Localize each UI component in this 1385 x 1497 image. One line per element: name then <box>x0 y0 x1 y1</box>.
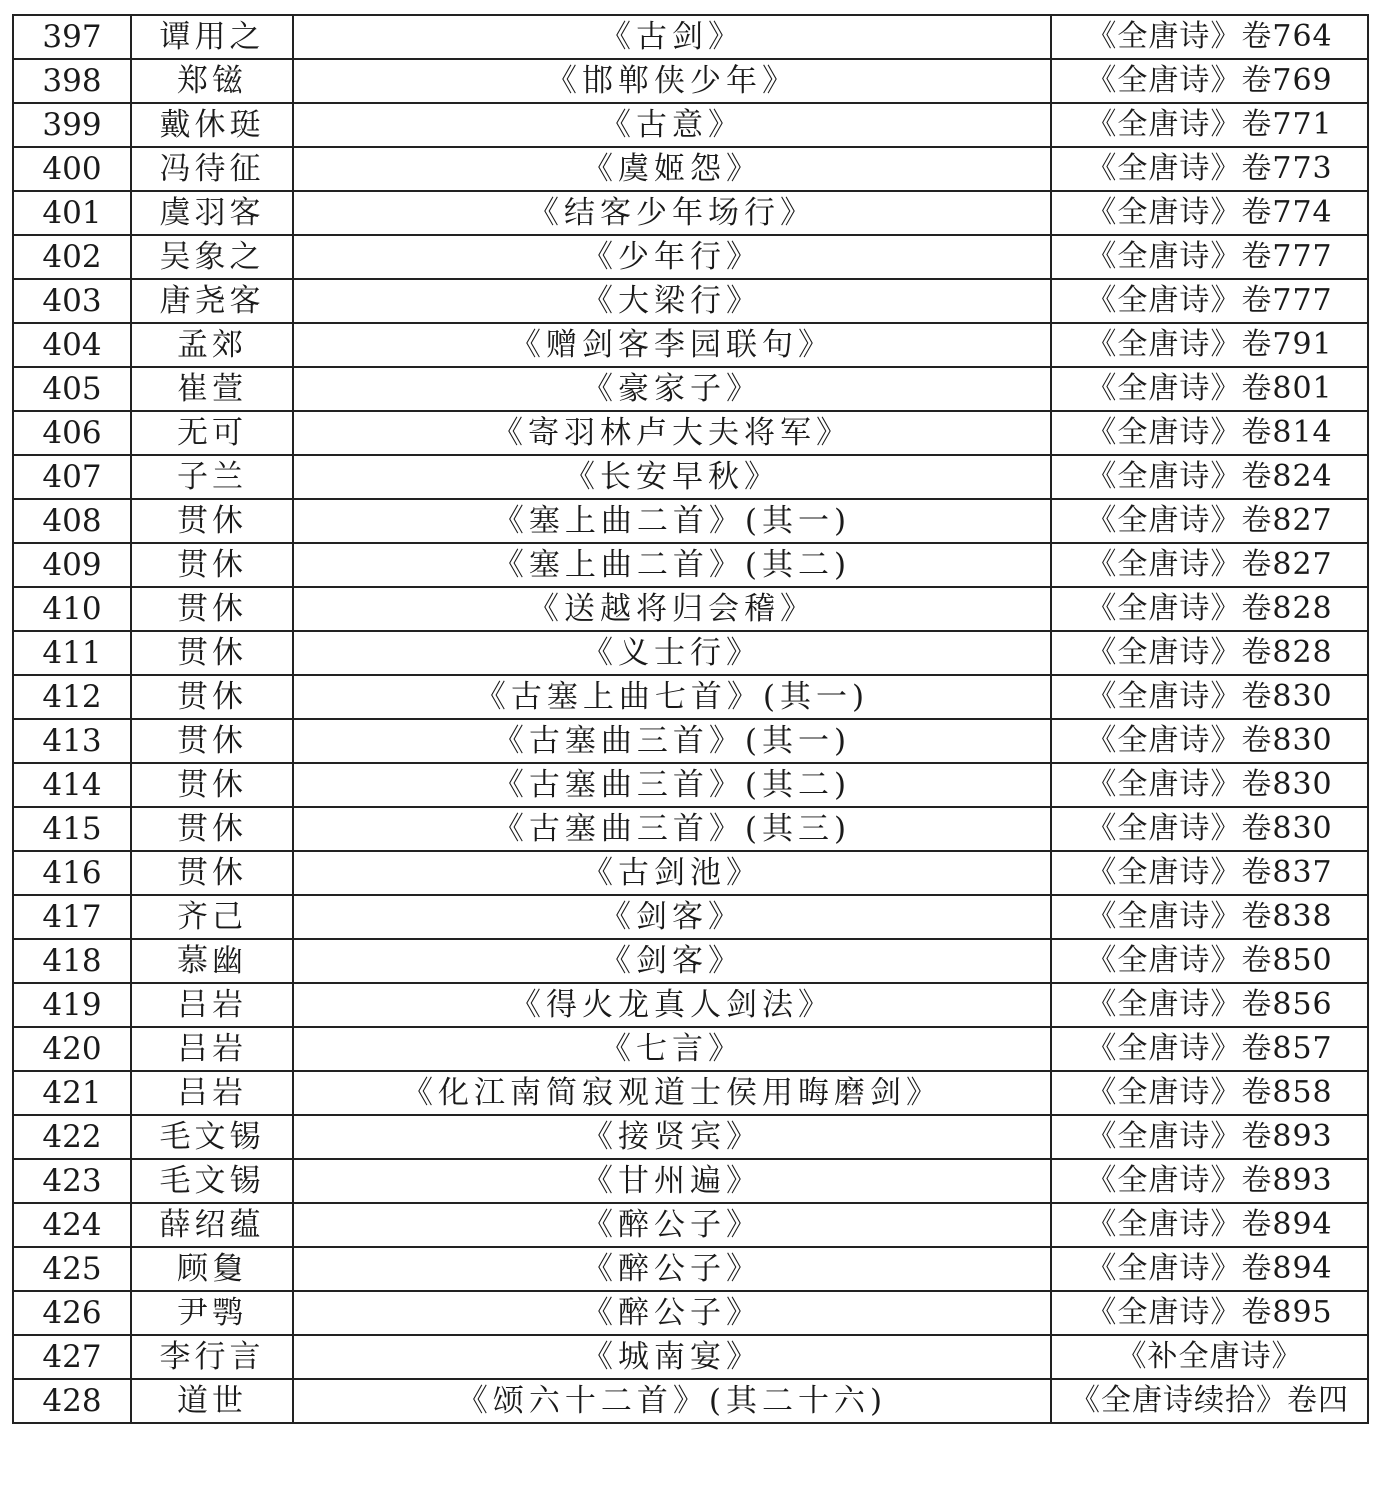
source-cell: 《全唐诗》卷830 <box>1051 675 1368 719</box>
author-cell: 道世 <box>131 1379 293 1423</box>
row-number-cell: 405 <box>13 367 131 411</box>
source-cell: 《全唐诗》卷814 <box>1051 411 1368 455</box>
source-cell: 《全唐诗》卷893 <box>1051 1159 1368 1203</box>
row-number-cell: 422 <box>13 1115 131 1159</box>
row-number-cell: 411 <box>13 631 131 675</box>
row-number-cell: 421 <box>13 1071 131 1115</box>
source-cell: 《全唐诗》卷838 <box>1051 895 1368 939</box>
author-cell: 子兰 <box>131 455 293 499</box>
author-cell: 唐尧客 <box>131 279 293 323</box>
source-cell: 《全唐诗》卷828 <box>1051 587 1368 631</box>
source-cell: 《全唐诗》卷830 <box>1051 807 1368 851</box>
row-number-cell: 428 <box>13 1379 131 1423</box>
source-cell: 《全唐诗》卷858 <box>1051 1071 1368 1115</box>
table-row <box>13 1027 1368 1071</box>
source-cell: 《全唐诗》卷771 <box>1051 103 1368 147</box>
source-cell: 《全唐诗》卷894 <box>1051 1247 1368 1291</box>
table-row <box>13 455 1368 499</box>
poem-title-cell: 《古塞上曲七首》(其一) <box>293 675 1051 719</box>
table-row <box>13 675 1368 719</box>
table-row <box>13 1247 1368 1291</box>
source-cell: 《全唐诗》卷830 <box>1051 719 1368 763</box>
author-cell: 贯休 <box>131 719 293 763</box>
table-row <box>13 587 1368 631</box>
row-number-cell: 413 <box>13 719 131 763</box>
poem-title-cell: 《城南宴》 <box>293 1335 1051 1379</box>
row-number-cell: 415 <box>13 807 131 851</box>
row-number-cell: 427 <box>13 1335 131 1379</box>
table-row <box>13 191 1368 235</box>
row-number-cell: 418 <box>13 939 131 983</box>
table-row <box>13 367 1368 411</box>
author-cell: 贯休 <box>131 851 293 895</box>
poem-title-cell: 《塞上曲二首》(其一) <box>293 499 1051 543</box>
table-row <box>13 1291 1368 1335</box>
author-cell: 吕岩 <box>131 1071 293 1115</box>
row-number-cell: 425 <box>13 1247 131 1291</box>
author-cell: 谭用之 <box>131 15 293 59</box>
row-number-cell: 400 <box>13 147 131 191</box>
poem-title-cell: 《送越将归会稽》 <box>293 587 1051 631</box>
source-cell: 《全唐诗》卷801 <box>1051 367 1368 411</box>
author-cell: 冯待征 <box>131 147 293 191</box>
poem-title-cell: 《剑客》 <box>293 939 1051 983</box>
source-cell: 《全唐诗》卷774 <box>1051 191 1368 235</box>
table-row <box>13 1379 1368 1423</box>
row-number-cell: 410 <box>13 587 131 631</box>
poem-title-cell: 《寄羽林卢大夫将军》 <box>293 411 1051 455</box>
row-number-cell: 409 <box>13 543 131 587</box>
table-row <box>13 631 1368 675</box>
poem-table-container <box>12 14 1367 1424</box>
source-cell: 《全唐诗》卷827 <box>1051 543 1368 587</box>
author-cell: 贯休 <box>131 499 293 543</box>
poem-title-cell: 《得火龙真人剑法》 <box>293 983 1051 1027</box>
poem-title-cell: 《义士行》 <box>293 631 1051 675</box>
table-row <box>13 235 1368 279</box>
source-cell: 《全唐诗》卷777 <box>1051 279 1368 323</box>
poem-title-cell: 《少年行》 <box>293 235 1051 279</box>
author-cell: 吕岩 <box>131 983 293 1027</box>
author-cell: 李行言 <box>131 1335 293 1379</box>
author-cell: 孟郊 <box>131 323 293 367</box>
poem-title-cell: 《古塞曲三首》(其二) <box>293 763 1051 807</box>
source-cell: 《全唐诗》卷764 <box>1051 15 1368 59</box>
table-row <box>13 147 1368 191</box>
poem-title-cell: 《塞上曲二首》(其二) <box>293 543 1051 587</box>
source-cell: 《全唐诗》卷830 <box>1051 763 1368 807</box>
poem-title-cell: 《古意》 <box>293 103 1051 147</box>
poem-title-cell: 《颂六十二首》(其二十六) <box>293 1379 1051 1423</box>
row-number-cell: 416 <box>13 851 131 895</box>
author-cell: 顾敻 <box>131 1247 293 1291</box>
source-cell: 《全唐诗》卷777 <box>1051 235 1368 279</box>
source-cell: 《全唐诗》卷791 <box>1051 323 1368 367</box>
author-cell: 尹鹗 <box>131 1291 293 1335</box>
table-row <box>13 59 1368 103</box>
row-number-cell: 402 <box>13 235 131 279</box>
source-cell: 《全唐诗续拾》卷四 <box>1051 1379 1368 1423</box>
row-number-cell: 407 <box>13 455 131 499</box>
author-cell: 郑镃 <box>131 59 293 103</box>
table-row <box>13 719 1368 763</box>
author-cell: 齐己 <box>131 895 293 939</box>
poem-title-cell: 《邯郸侠少年》 <box>293 59 1051 103</box>
poem-title-cell: 《古剑池》 <box>293 851 1051 895</box>
author-cell: 吴象之 <box>131 235 293 279</box>
author-cell: 薛绍蕴 <box>131 1203 293 1247</box>
row-number-cell: 424 <box>13 1203 131 1247</box>
row-number-cell: 404 <box>13 323 131 367</box>
poem-title-cell: 《大梁行》 <box>293 279 1051 323</box>
author-cell: 贯休 <box>131 763 293 807</box>
poem-title-cell: 《醉公子》 <box>293 1203 1051 1247</box>
table-row <box>13 851 1368 895</box>
row-number-cell: 401 <box>13 191 131 235</box>
author-cell: 贯休 <box>131 631 293 675</box>
table-row <box>13 1071 1368 1115</box>
source-cell: 《全唐诗》卷828 <box>1051 631 1368 675</box>
table-row <box>13 15 1368 59</box>
poem-title-cell: 《醉公子》 <box>293 1247 1051 1291</box>
author-cell: 虞羽客 <box>131 191 293 235</box>
author-cell: 毛文锡 <box>131 1115 293 1159</box>
poem-title-cell: 《结客少年场行》 <box>293 191 1051 235</box>
table-row <box>13 411 1368 455</box>
source-cell: 《全唐诗》卷837 <box>1051 851 1368 895</box>
poem-title-cell: 《古剑》 <box>293 15 1051 59</box>
poem-title-cell: 《接贤宾》 <box>293 1115 1051 1159</box>
poem-title-cell: 《甘州遍》 <box>293 1159 1051 1203</box>
table-row <box>13 543 1368 587</box>
row-number-cell: 397 <box>13 15 131 59</box>
table-row <box>13 807 1368 851</box>
table-row <box>13 763 1368 807</box>
table-row <box>13 1335 1368 1379</box>
row-number-cell: 420 <box>13 1027 131 1071</box>
source-cell: 《全唐诗》卷827 <box>1051 499 1368 543</box>
row-number-cell: 417 <box>13 895 131 939</box>
table-row <box>13 1203 1368 1247</box>
table-row <box>13 279 1368 323</box>
source-cell: 《全唐诗》卷895 <box>1051 1291 1368 1335</box>
source-cell: 《全唐诗》卷894 <box>1051 1203 1368 1247</box>
source-cell: 《全唐诗》卷856 <box>1051 983 1368 1027</box>
author-cell: 无可 <box>131 411 293 455</box>
row-number-cell: 412 <box>13 675 131 719</box>
row-number-cell: 423 <box>13 1159 131 1203</box>
author-cell: 贯休 <box>131 543 293 587</box>
author-cell: 戴休珽 <box>131 103 293 147</box>
table-row <box>13 1115 1368 1159</box>
table-row <box>13 323 1368 367</box>
table-row <box>13 939 1368 983</box>
poem-title-cell: 《古塞曲三首》(其三) <box>293 807 1051 851</box>
poem-title-cell: 《醉公子》 <box>293 1291 1051 1335</box>
row-number-cell: 399 <box>13 103 131 147</box>
row-number-cell: 408 <box>13 499 131 543</box>
author-cell: 慕幽 <box>131 939 293 983</box>
author-cell: 贯休 <box>131 675 293 719</box>
table-row <box>13 103 1368 147</box>
author-cell: 崔萱 <box>131 367 293 411</box>
author-cell: 吕岩 <box>131 1027 293 1071</box>
row-number-cell: 403 <box>13 279 131 323</box>
source-cell: 《全唐诗》卷824 <box>1051 455 1368 499</box>
table-row <box>13 499 1368 543</box>
table-row <box>13 983 1368 1027</box>
poem-title-cell: 《化江南简寂观道士侯用晦磨剑》 <box>293 1071 1051 1115</box>
source-cell: 《全唐诗》卷893 <box>1051 1115 1368 1159</box>
row-number-cell: 419 <box>13 983 131 1027</box>
source-cell: 《补全唐诗》 <box>1051 1335 1368 1379</box>
row-number-cell: 406 <box>13 411 131 455</box>
source-cell: 《全唐诗》卷769 <box>1051 59 1368 103</box>
row-number-cell: 398 <box>13 59 131 103</box>
row-number-cell: 414 <box>13 763 131 807</box>
poem-title-cell: 《豪家子》 <box>293 367 1051 411</box>
author-cell: 毛文锡 <box>131 1159 293 1203</box>
source-cell: 《全唐诗》卷857 <box>1051 1027 1368 1071</box>
row-number-cell: 426 <box>13 1291 131 1335</box>
poem-title-cell: 《长安早秋》 <box>293 455 1051 499</box>
poem-title-cell: 《七言》 <box>293 1027 1051 1071</box>
poem-title-cell: 《虞姬怨》 <box>293 147 1051 191</box>
author-cell: 贯休 <box>131 587 293 631</box>
poem-table <box>12 14 1369 1424</box>
table-row <box>13 895 1368 939</box>
poem-title-cell: 《赠剑客李园联句》 <box>293 323 1051 367</box>
source-cell: 《全唐诗》卷773 <box>1051 147 1368 191</box>
table-row <box>13 1159 1368 1203</box>
poem-table-body <box>13 15 1368 1423</box>
author-cell: 贯休 <box>131 807 293 851</box>
poem-title-cell: 《剑客》 <box>293 895 1051 939</box>
poem-title-cell: 《古塞曲三首》(其一) <box>293 719 1051 763</box>
source-cell: 《全唐诗》卷850 <box>1051 939 1368 983</box>
